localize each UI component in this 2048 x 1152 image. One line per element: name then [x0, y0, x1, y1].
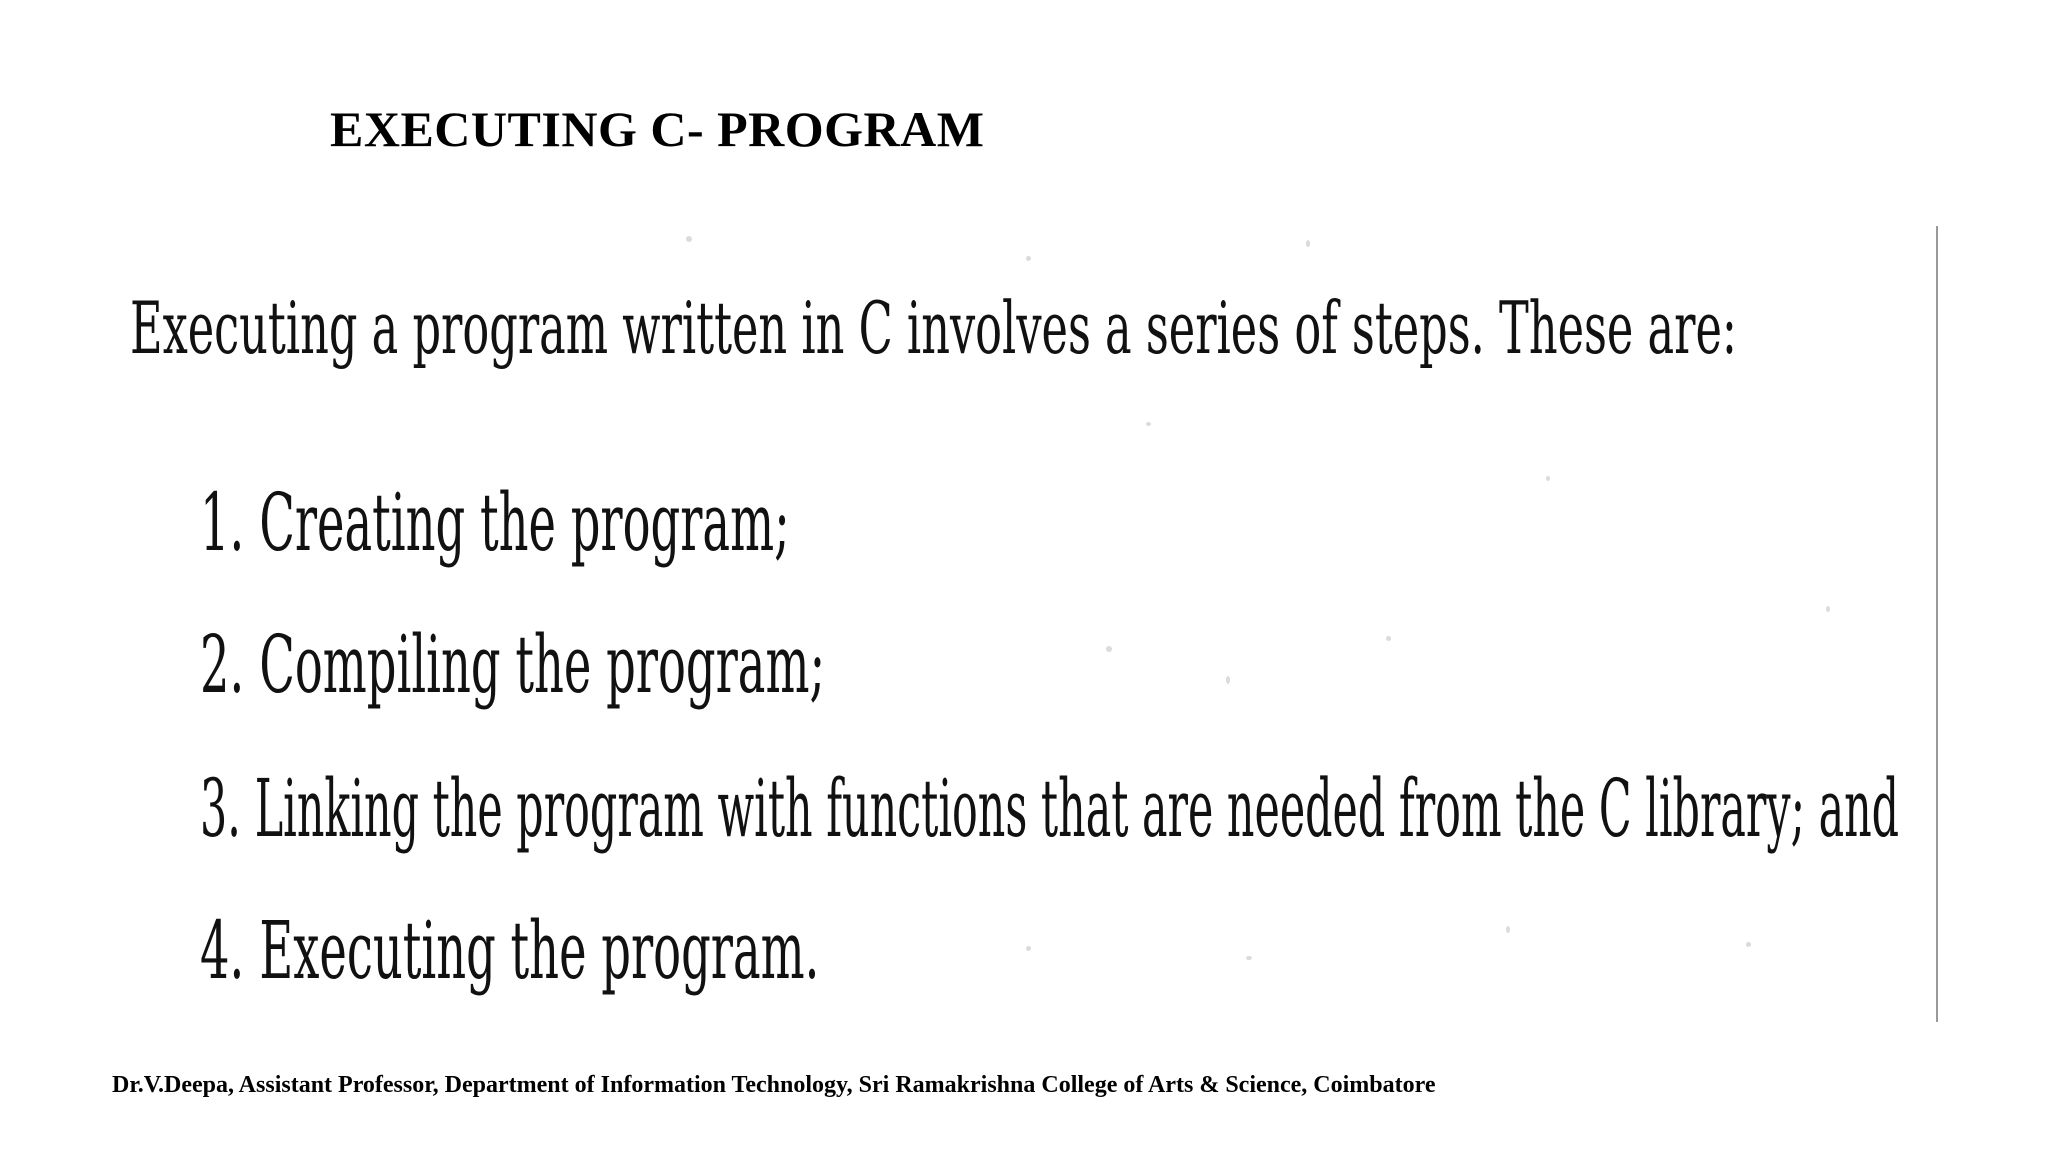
- scan-speckle: [1246, 956, 1252, 960]
- step-text: Compiling the program;: [259, 618, 826, 711]
- step-number: 1.: [200, 476, 245, 569]
- scan-speckle: [1026, 946, 1031, 951]
- scan-speckle: [686, 236, 692, 242]
- list-item: [200, 762, 1899, 855]
- step-number: 3.: [200, 762, 241, 855]
- step-number: 2.: [200, 618, 245, 711]
- list-item: [200, 618, 825, 711]
- scan-speckle: [1106, 646, 1112, 652]
- scan-speckle: [1506, 926, 1510, 933]
- slide-footer: Dr.V.Deepa, Assistant Professor, Department of Information Technology, Sri Ramakrishna College of Arts & Science, Coimbatore: [112, 1072, 1436, 1098]
- scan-speckle: [1146, 422, 1151, 426]
- scan-speckle: [1226, 676, 1230, 684]
- slide-title: EXECUTING C- PROGRAM: [330, 101, 985, 157]
- intro-sentence: Executing a program written in C involves a series of steps. These are:: [130, 286, 1737, 370]
- scan-speckle: [1746, 942, 1751, 947]
- step-number: 4.: [200, 904, 245, 997]
- scan-speckle: [1826, 606, 1830, 612]
- step-text: Creating the program;: [259, 476, 790, 569]
- scan-edge-line: [1936, 226, 1938, 1022]
- scan-speckle: [1386, 636, 1391, 641]
- step-text: Executing the program.: [259, 904, 820, 997]
- scanned-text-image: [126, 226, 1938, 1022]
- list-item: [200, 476, 790, 569]
- scan-speckle: [1026, 256, 1031, 261]
- scan-speckle: [1546, 476, 1550, 481]
- scan-speckle: [1306, 240, 1310, 247]
- list-item: [200, 904, 819, 997]
- step-text: Linking the program with functions that are needed from the C library; and: [254, 762, 1900, 855]
